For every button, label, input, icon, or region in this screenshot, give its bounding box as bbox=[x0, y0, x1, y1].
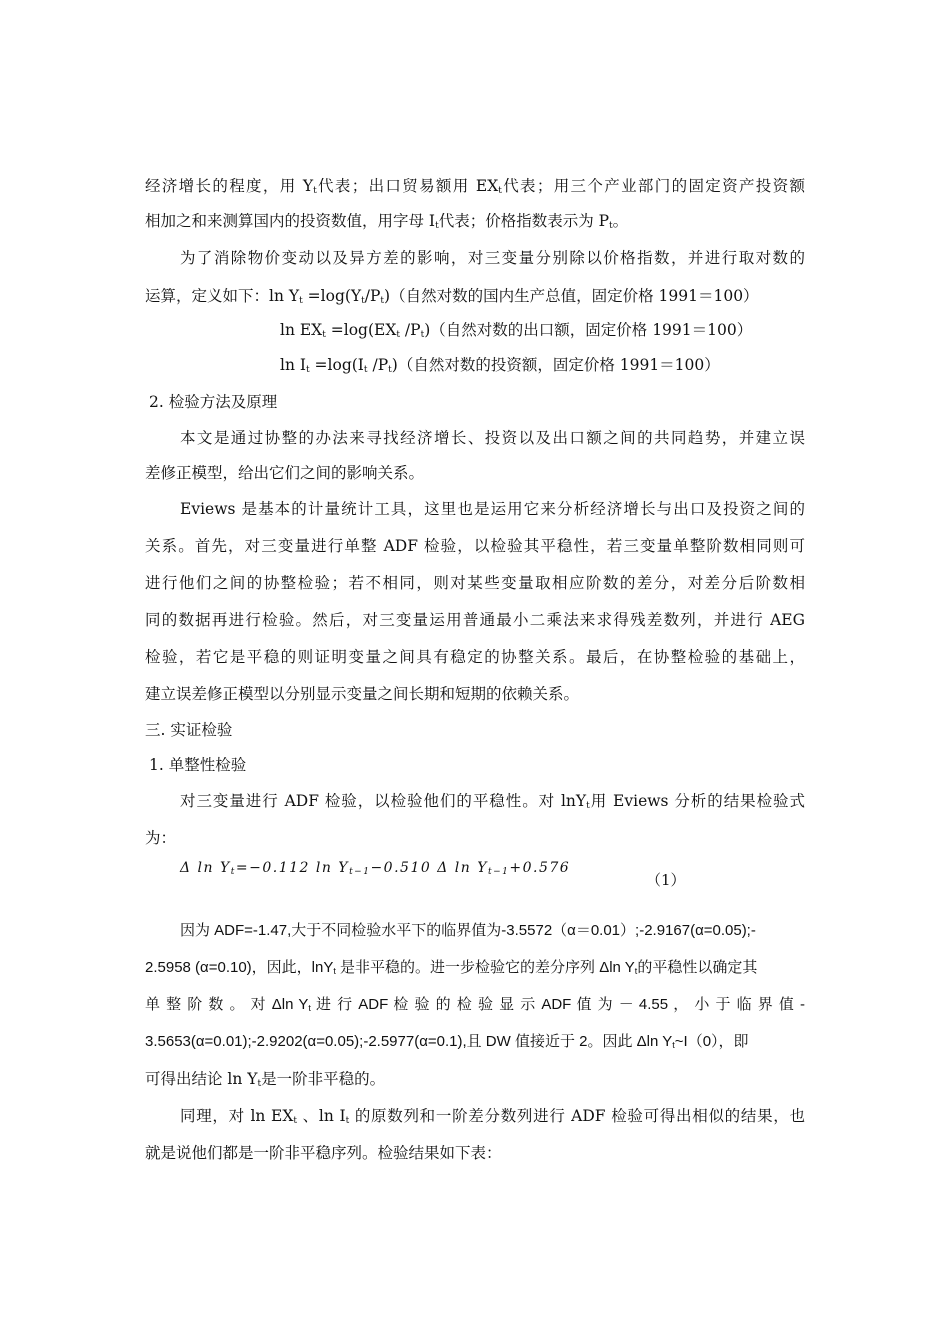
subsection-heading-unit-root: 1. 单整性检验 bbox=[149, 756, 247, 774]
paragraph-5-line-2: 为： bbox=[145, 829, 177, 847]
paragraph-3-line-2: 差修正模型，给出它们之间的影响关系。 bbox=[145, 464, 425, 482]
paragraph-2-line-2: 运算，定义如下：$\ln Y_t =\log(Y_t/P_t)$（自然对数的国内生产总值，固定价格 1991＝100） bbox=[145, 287, 759, 306]
paragraph-4-line-1: Eviews 是基本的计量统计工具，这里也是运用它来分析经济增长与出口及投资之间的 bbox=[180, 500, 805, 518]
paragraph-5-line-1: 对三变量进行 ADF 检验，以检验他们的平稳性。对 lnY$_t$用 Eviews 分析的结果检验式 bbox=[180, 792, 805, 811]
paragraph-7-line-2: 就是说他们都是一阶非平稳序列。检验结果如下表： bbox=[145, 1144, 502, 1162]
paragraph-4-line-6: 建立误差修正模型以分别显示变量之间长期和短期的依赖关系。 bbox=[145, 685, 580, 703]
section-heading-methods: 2. 检验方法及原理 bbox=[149, 393, 278, 411]
paragraph-6-line-2: 2.5958 (α=0.10)，因此，lnY$_t$ 是非平稳的。进一步检验它的差分序列 Δln $Y_t$的平稳性以确定其 bbox=[145, 959, 758, 976]
paragraph-4-line-4: 同的数据再进行检验。然后，对三变量运用普通最小二乘法来求得残差数列，并进行 AEG bbox=[145, 611, 805, 629]
paragraph-6-line-3: 单 整 阶 数 。 对 Δln $Y_t$ 进 行 ADF 检 验 的 检 验 显 示 ADF 值 为 － 4.55 ， 小 于 临 界 值 - bbox=[145, 996, 805, 1013]
paragraph-1-line-1: 经济增长的程度，用 $Y_t$代表；出口贸易额用 $EX_t$代表；用三个产业部门的固定资产投资额 bbox=[145, 177, 805, 196]
paragraph-6-line-4: 3.5653(α=0.01);-2.9202(α=0.05);-2.5977(α=0.1),且 DW 值接近于 2。因此 Δln $Y_t\sim I(0)$，即 bbox=[145, 1033, 749, 1050]
paragraph-4-line-3: 进行他们之间的协整检验；若不相同，则对某些变量取相应阶数的差分，对差分后阶数相 bbox=[145, 574, 805, 592]
paragraph-4-line-5: 检验，若它是平稳的则证明变量之间具有稳定的协整关系。最后，在协整检验的基础上， bbox=[145, 648, 805, 666]
paragraph-7-line-1: 同理，对 $\ln EX_t$ 、$\ln I_t$ 的原数列和一阶差分数列进行 ADF 检验可得出相似的结果，也 bbox=[180, 1107, 805, 1126]
paragraph-2-line-1: 为了消除物价变动以及异方差的影响，对三变量分别除以价格指数，并进行取对数的 bbox=[180, 249, 805, 267]
paragraph-6-line-1: 因为 ADF=-1.47,大于不同检验水平下的临界值为-3.5572（α＝0.01）;-2.9167(α=0.05);- bbox=[180, 922, 756, 939]
section-heading-empirical: 三. 实证检验 bbox=[145, 721, 233, 739]
definition-ln-ex: $\ln EX_t =\log(EX_t$ $/P_t$)（自然对数的出口额，固定价格 1991＝100） bbox=[280, 321, 753, 340]
formula-number: （1） bbox=[646, 871, 686, 889]
paragraph-6-line-5: 可得出结论 $\ln Y_t$是一阶非平稳的。 bbox=[145, 1070, 386, 1089]
paragraph-1-line-2: 相加之和来测算国内的投资数值，用字母 $I_t$代表；价格指数表示为 $P_t$。 bbox=[145, 212, 629, 231]
paragraph-4-line-2: 关系。首先，对三变量进行单整 ADF 检验，以检验其平稳性，若三变量单整阶数相同则可 bbox=[145, 537, 805, 555]
definition-ln-i: $\ln I_t =\log(I_t$ $/P_t$)（自然对数的投资额，固定价格 1991＝100） bbox=[280, 356, 720, 375]
paragraph-3-line-1: 本文是通过协整的办法来寻找经济增长、投资以及出口额之间的共同趋势，并建立误 bbox=[180, 429, 805, 447]
regression-formula: Δ $\ln Y_t=-0.112$ $\ln Y_{t-1}-0.510$ Δ $\ln Y_{t-1}+0.576$ bbox=[180, 860, 571, 877]
